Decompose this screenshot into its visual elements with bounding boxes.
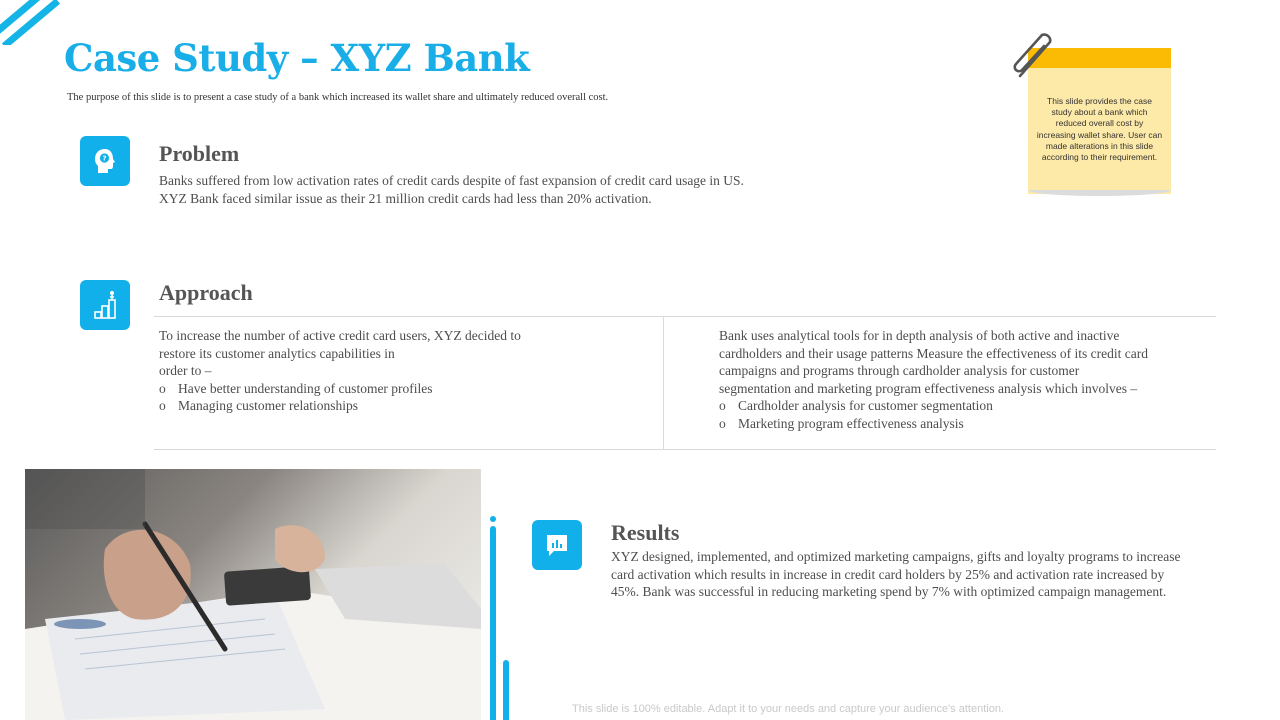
approach-left-bullet: [159, 380, 521, 398]
approach-right-line: campaigns and programs through cardholder analysis for customer: [719, 363, 1080, 378]
office-photo-illustration: [25, 469, 481, 720]
results-text: [611, 548, 1180, 601]
approach-right-line: cardholders and their usage patterns Measure the effectiveness of its credit card: [719, 345, 1148, 361]
approach-left-text: [159, 327, 521, 415]
head-question-icon: [92, 147, 118, 175]
svg-text:?: ?: [102, 154, 107, 163]
bullet-text: Cardholder analysis for customer segmentation: [738, 398, 993, 413]
bullet-text: Managing customer relationships: [178, 398, 358, 413]
problem-text: [159, 172, 744, 207]
approach-right-line: Bank uses analytical tools for in depth analysis of both active and inactive: [719, 328, 1120, 343]
problem-icon-box: [80, 136, 130, 186]
accent-bar: [490, 526, 496, 720]
problem-line: Banks suffered from low activation rates of credit cards despite of fast expansion of credit card usage in US.: [159, 173, 744, 188]
approach-left-line: order to –: [159, 363, 212, 378]
problem-line: XYZ Bank faced similar issue as their 21 million credit cards had less than 20% activation.: [159, 190, 652, 206]
footer-note: This slide is 100% editable. Adapt it to your needs and capture your audience's attention.: [572, 703, 1004, 715]
accent-dot: [490, 516, 496, 522]
results-line: XYZ designed, implemented, and optimized marketing campaigns, gifts and loyalty programs to increase: [611, 549, 1181, 564]
approach-bottom-divider: [154, 449, 1216, 450]
approach-icon-box: [80, 280, 130, 330]
approach-left-line: restore its customer analytics capabilities in: [159, 345, 395, 361]
approach-left-bullet: [159, 397, 521, 415]
bullet-marker: o: [159, 398, 166, 413]
accent-bar-short: [503, 660, 509, 720]
approach-left-line: To increase the number of active credit card users, XYZ decided to: [159, 328, 521, 343]
results-line: card activation which results in increase in credit card holders by 25% and activation rate increased by: [611, 566, 1165, 582]
results-heading: Results: [611, 520, 680, 545]
problem-heading: Problem: [159, 141, 240, 166]
results-icon-box: [532, 520, 582, 570]
slide-title: Case Study – XYZ Bank: [64, 36, 530, 80]
results-line: 45%. Bank was successful in reducing marketing spend by 7% with optimized campaign management.: [611, 584, 1167, 599]
slide-subtitle: The purpose of this slide is to present a case study of a bank which increased its wallet share and ultimately reduced overall cost.: [67, 92, 609, 103]
approach-right-line: segmentation and marketing program effectiveness analysis which involves –: [719, 380, 1138, 396]
sticky-note-curl: [1028, 190, 1171, 196]
approach-heading: Approach: [159, 280, 253, 305]
approach-top-divider: [154, 316, 1216, 317]
bullet-marker: o: [719, 398, 726, 413]
office-photo: [25, 469, 481, 720]
approach-right-bullet: [719, 397, 1148, 415]
approach-right-text: [719, 327, 1148, 432]
approach-right-bullet: [719, 415, 1148, 433]
bullet-marker: o: [159, 380, 166, 396]
corner-stripe-decoration: [0, 0, 60, 45]
approach-column-divider: [663, 316, 664, 449]
paperclip-icon: [1012, 32, 1060, 80]
sticky-note-text: This slide provides the case study about a bank which reduced overall cost by increasing wallet share. User can made alterations in this slide according to their requirement.: [1036, 96, 1163, 163]
bullet-marker: o: [719, 415, 726, 431]
chart-speech-bubble-icon: [544, 532, 570, 558]
bullet-text: Have better understanding of customer profiles: [178, 380, 433, 396]
growth-stairs-icon: [91, 290, 119, 320]
bullet-text: Marketing program effectiveness analysis: [738, 415, 964, 431]
